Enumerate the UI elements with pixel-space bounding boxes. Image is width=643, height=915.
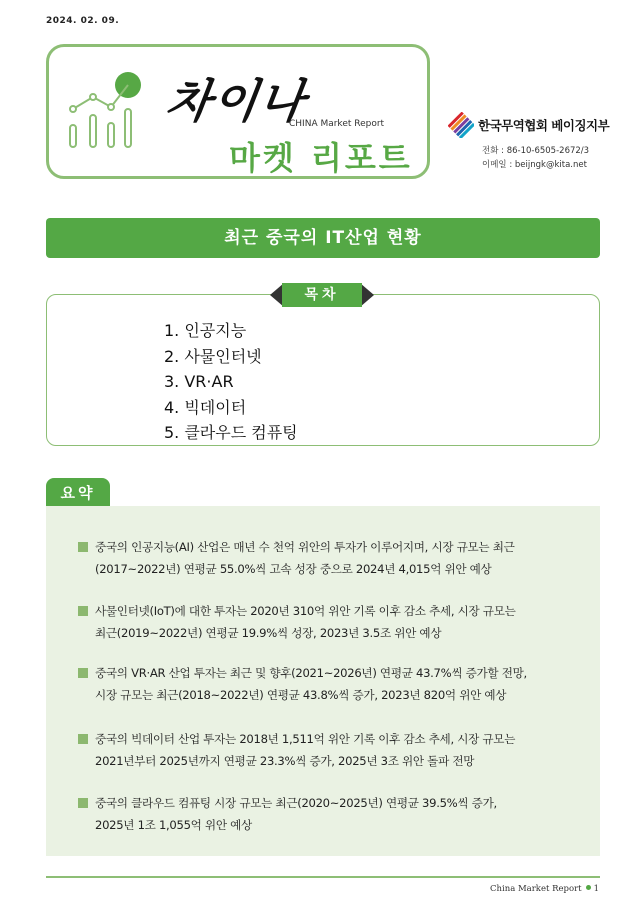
square-bullet-icon — [78, 798, 88, 808]
toc-list — [164, 318, 298, 446]
summary-line: 중국의 빅데이터 산업 투자는 2018년 1,511억 위안 기록 이후 감소 추세, 시장 규모는 — [95, 732, 516, 746]
logo-subtitle: CHINA Market Report — [289, 119, 385, 129]
toc-item: 2. 사물인터넷 — [164, 346, 262, 366]
toc-item: 4. 빅데이터 — [164, 397, 247, 417]
summary-line: 시장 규모는 최근(2018~2022년) 연평균 43.8%씩 증가, 2023년 820억 위안 예상 — [95, 688, 507, 702]
summary-line: 2025년 1조 1,055억 위안 예상 — [95, 818, 252, 832]
summary-item — [78, 662, 578, 706]
summary-item — [78, 728, 578, 772]
toc-box — [46, 294, 600, 446]
logo-script-title: 차이나 — [162, 74, 310, 128]
toc-item: 5. 클라우드 컴퓨팅 — [164, 423, 298, 442]
summary-line: 최근(2019~2022년) 연평균 19.9%씩 성장, 2023년 3.5조 위안 예상 — [95, 626, 442, 640]
square-bullet-icon — [78, 606, 88, 616]
toc-label-tab — [270, 283, 374, 307]
page-footer — [490, 884, 599, 894]
summary-label: 요약 — [46, 478, 110, 506]
email-address: 이메일 : beijngk@kita.net — [482, 160, 587, 170]
summary-line: 중국의 클라우드 컴퓨팅 시장 규모는 최근(2020~2025년) 연평균 39.5%씩 증가, — [95, 796, 497, 810]
phone-number: 전화 : 86-10-6505-2672/3 — [482, 146, 590, 156]
footer-report-name: China Market Report — [490, 884, 582, 894]
summary-line: 중국의 VR·AR 산업 투자는 최근 및 향후(2021~2026년) 연평균 43.7%씩 증가할 전망, — [95, 666, 527, 680]
summary-item — [78, 792, 578, 836]
kita-logo-icon — [448, 112, 474, 138]
square-bullet-icon — [78, 668, 88, 678]
summary-item — [78, 600, 578, 644]
report-logo-box — [46, 44, 430, 179]
dot-icon — [586, 885, 591, 890]
footer-divider — [46, 876, 600, 878]
square-bullet-icon — [78, 542, 88, 552]
summary-item — [78, 536, 578, 580]
organization-name: 한국무역협회 베이징지부 — [478, 118, 610, 133]
summary-line: 2021년부터 2025년까지 연평균 23.3%씩 증가, 2025년 3조 위안 돌파 전망 — [95, 754, 475, 768]
summary-line: 사물인터넷(IoT)에 대한 투자는 2020년 310억 위안 기록 이후 감소 추세, 시장 규모는 — [95, 604, 516, 618]
toc-item: 3. VR·AR — [164, 372, 234, 391]
summary-line: (2017~2022년) 연평균 55.0%씩 고속 성장 중으로 2024년 4,015억 위안 예상 — [95, 562, 492, 576]
page-number: 1 — [593, 884, 599, 894]
toc-label: 목차 — [282, 283, 362, 307]
growth-chart-icon — [65, 67, 155, 157]
summary-box — [46, 506, 600, 856]
summary-line: 중국의 인공지능(AI) 산업은 매년 수 천억 위안의 투자가 이루어지며, 시장 규모는 최근 — [95, 540, 515, 554]
square-bullet-icon — [78, 734, 88, 744]
toc-item: 1. 인공지능 — [164, 321, 247, 340]
report-date: 2024. 02. 09. — [46, 16, 120, 26]
logo-main-title: 마켓 리포트 — [229, 139, 413, 177]
report-title: 최근 중국의 IT산업 현황 — [46, 218, 600, 258]
